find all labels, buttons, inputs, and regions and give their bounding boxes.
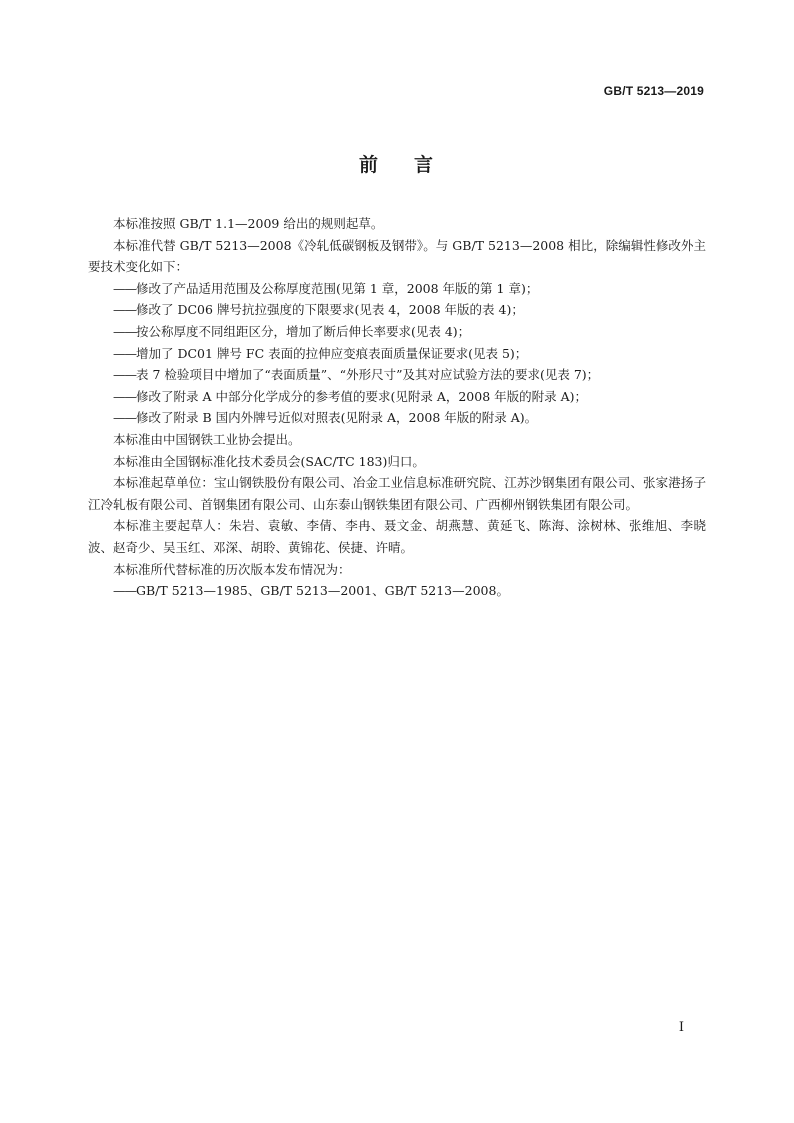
change-text: 按公称厚度不同组距区分，增加了断后伸长率要求(见表 4)； (136, 323, 471, 339)
change-item (88, 364, 706, 386)
paragraph-replaces: 本标准代替 GB/T 5213—2008《冷轧低碳钢板及钢带》。与 GB/T 5213—2008 相比，除编辑性修改外主要技术变化如下： (88, 237, 706, 275)
change-item (88, 407, 706, 429)
change-item (88, 386, 706, 408)
dash-mark: —— (113, 583, 136, 599)
paragraph-under-jurisdiction: 本标准由全国钢标准化技术委员会(SAC/TC 183)归口。 (113, 453, 425, 469)
history-text: GB/T 5213—1985、GB/T 5213—2001、GB/T 5213—2008。 (136, 583, 509, 599)
change-text: 修改了产品适用范围及公称厚度范围(见第 1 章，2008 年版的第 1 章)； (136, 280, 539, 296)
change-text: 增加了 DC01 牌号 FC 表面的拉伸应变痕表面质量保证要求(见表 5)； (136, 345, 528, 361)
dash-mark: —— (113, 388, 136, 404)
change-item (88, 278, 706, 300)
change-text: 修改了附录 B 国内外牌号近似对照表(见附录 A，2008 年版的附录 A)。 (136, 410, 538, 426)
page-number: I (678, 1020, 684, 1035)
paragraph-history-intro: 本标准所代替标准的历次版本发布情况为： (113, 561, 351, 577)
page-title (0, 150, 794, 177)
dash-mark: —— (113, 280, 136, 296)
dash-mark: —— (113, 323, 136, 339)
paragraph-drafters: 本标准主要起草人：朱岩、袁敏、李倩、李冉、聂文金、胡燕慧、黄延飞、陈海、涂树林、张维旭、李晓波、赵奇少、吴玉红、邓深、胡聆、黄锦花、侯捷、许晴。 (88, 518, 706, 555)
change-item (88, 321, 706, 343)
dash-mark: —— (113, 302, 136, 318)
history-item (88, 580, 706, 602)
dash-mark: —— (113, 410, 136, 426)
dash-mark: —— (113, 367, 136, 383)
standard-code: GB/T 5213—2019 (603, 84, 704, 98)
change-text: 表 7 检验项目中增加了“表面质量”、“外形尺寸”及其对应试验方法的要求(见表 7)； (136, 367, 600, 383)
change-item (88, 299, 706, 321)
paragraph-proposed-by: 本标准由中国钢铁工业协会提出。 (113, 431, 301, 447)
title-char-2: 言 (414, 154, 436, 176)
title-char-1: 前 (358, 154, 380, 176)
paragraph-drafting-units: 本标准起草单位：宝山钢铁股份有限公司、冶金工业信息标准研究院、江苏沙钢集团有限公司、张家港扬子江冷轧板有限公司、首钢集团有限公司、山东泰山钢铁集团有限公司、广西柳州钢铁集团有限公司。 (88, 475, 706, 512)
change-text: 修改了 DC06 牌号抗拉强度的下限要求(见表 4，2008 年版的表 4)； (136, 302, 524, 318)
change-item (88, 343, 706, 365)
change-text: 修改了附录 A 中部分化学成分的参考值的要求(见附录 A，2008 年版的附录 A)； (136, 388, 588, 404)
dash-mark: —— (113, 345, 136, 361)
foreword-body (88, 213, 706, 602)
paragraph-drafting-rules: 本标准按照 GB/T 1.1—2009 给出的规则起草。 (113, 216, 384, 231)
